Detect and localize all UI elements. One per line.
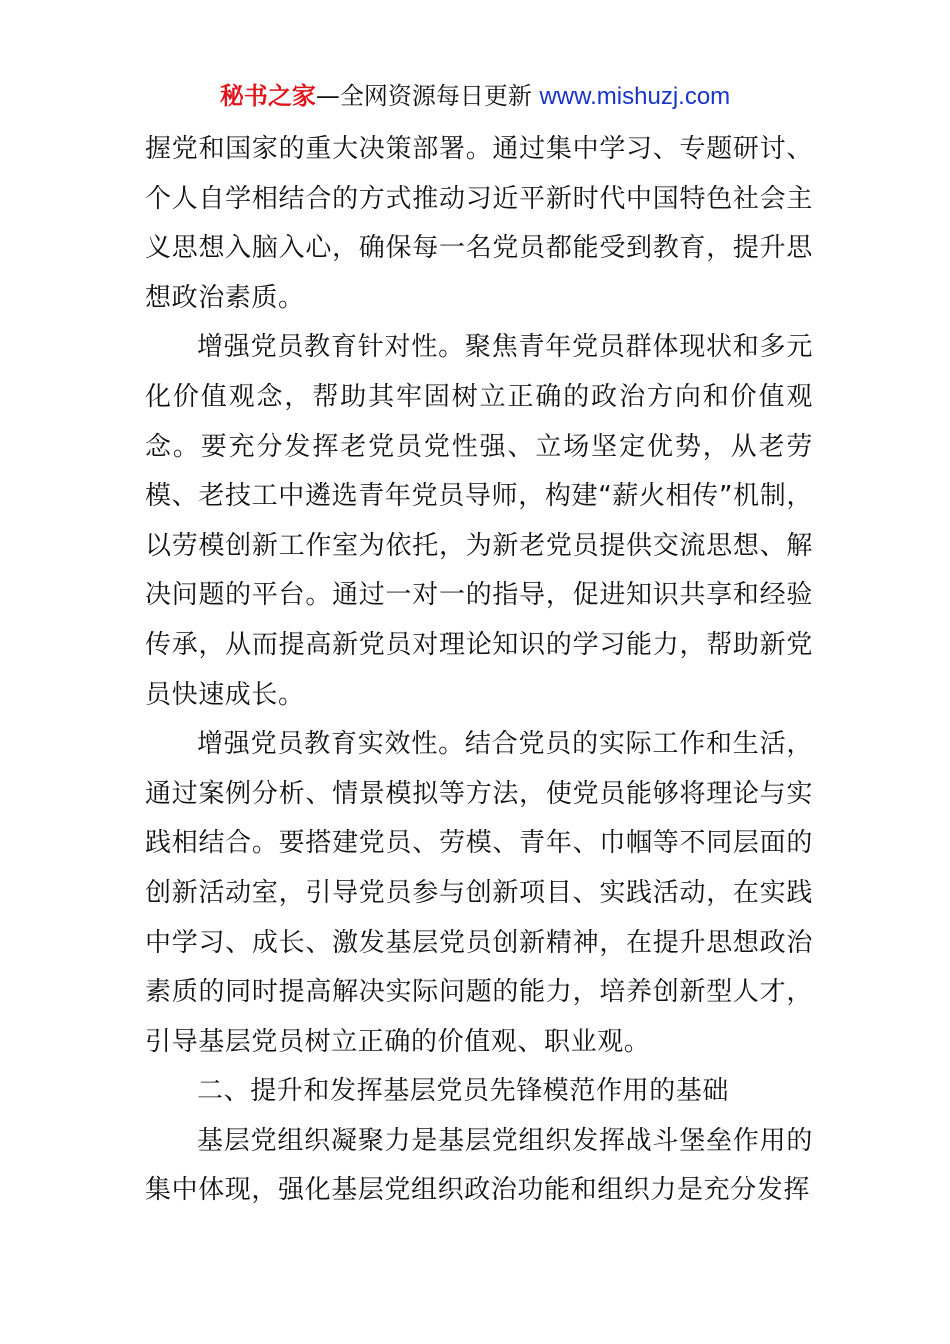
paragraph-continuation: 握党和国家的重大决策部署。通过集中学习、专题研讨、个人自学相结合的方式推动习近平新时代中国特色社会主义思想入脑入心，确保每一名党员都能受到教育，提升思想政治素质。: [145, 134, 813, 313]
document-body: [145, 125, 813, 1216]
brand-name: 秘书之家: [219, 82, 316, 110]
page-header: [0, 80, 950, 113]
paragraph: 基层党组织凝聚力是基层党组织发挥战斗堡垒作用的集中体现，强化基层党组织政治功能和组织力是充分发挥: [145, 1125, 813, 1206]
paragraph: 增强党员教育针对性。聚焦青年党员群体现状和多元化价值观念，帮助其牢固树立正确的政治方向和价值观念。要充分发挥老党员党性强、立场坚定优势，从老劳模、老技工中遴选青年党员导师，构建“薪火相传”机制，以劳模创新工作室为依托，为新老党员提供交流思想、解决问题的平台。通过一对一的指导，促进知识共享和经验传承，从而提高新党员对理论知识的学习能力，帮助新党员快速成长。: [145, 332, 813, 710]
site-url[interactable]: www.mishuzj.com: [539, 83, 731, 110]
section-heading: 二、提升和发挥基层党员先锋模范作用的基础: [197, 1076, 730, 1107]
paragraph: 增强党员教育实效性。结合党员的实际工作和生活，通过案例分析、情景模拟等方法，使党员能够将理论与实践相结合。要搭建党员、劳模、青年、巾帼等不同层面的创新活动室，引导党员参与创新项目、实践活动，在实践中学习、成长、激发基层党员创新精神，在提升思想政治素质的同时提高解决实际问题的能力，培养创新型人才，引导基层党员树立正确的价值观、职业观。: [145, 729, 813, 1057]
header-tagline: —全网资源每日更新: [315, 82, 532, 110]
